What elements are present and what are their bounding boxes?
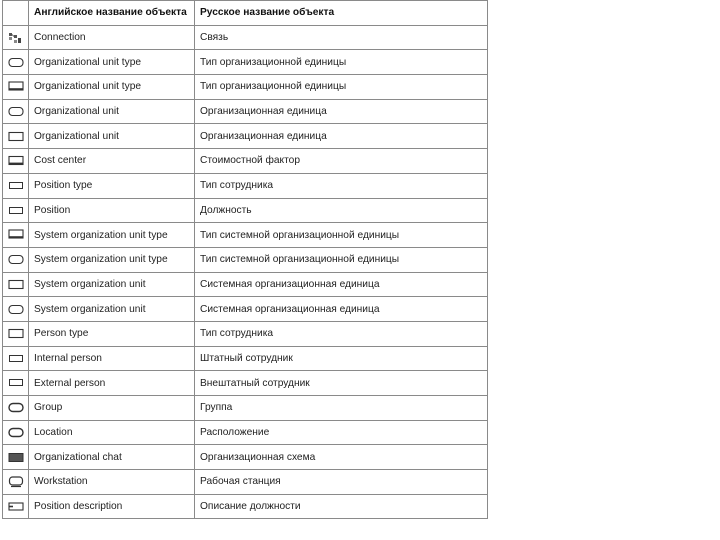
russian-name-cell: Описание должности: [195, 494, 488, 519]
english-name-cell: Organizational unit type: [29, 75, 195, 100]
header-russian-name: Русское название объекта: [195, 1, 488, 26]
english-name-cell: System organization unit type: [29, 223, 195, 248]
english-name-cell: Connection: [29, 25, 195, 50]
rect-icon: [8, 279, 24, 290]
english-name-cell: Position: [29, 198, 195, 223]
small-rect-icon: [8, 206, 24, 215]
monitor-icon: [8, 476, 24, 488]
english-name-cell: System organization unit: [29, 297, 195, 322]
english-name-cell: Workstation: [29, 470, 195, 495]
rect-bar-icon: [8, 155, 24, 166]
table-row: [3, 396, 488, 421]
table-header-row: [3, 1, 488, 26]
english-name-cell: Position description: [29, 494, 195, 519]
row-icon-cell: [3, 371, 29, 396]
english-name-cell: Organizational unit: [29, 124, 195, 149]
table-row: [3, 173, 488, 198]
english-name-cell: External person: [29, 371, 195, 396]
row-icon-cell: [3, 124, 29, 149]
table-row: [3, 346, 488, 371]
russian-name-cell: Системная организационная единица: [195, 297, 488, 322]
rect-shadow-icon: [8, 229, 24, 240]
oval-icon: [8, 402, 24, 413]
row-icon-cell: [3, 198, 29, 223]
russian-name-cell: Расположение: [195, 420, 488, 445]
russian-name-cell: Должность: [195, 198, 488, 223]
rect-icon: [8, 131, 24, 142]
english-name-cell: Internal person: [29, 346, 195, 371]
russian-name-cell: Штатный сотрудник: [195, 346, 488, 371]
row-icon-cell: [3, 346, 29, 371]
table-row: [3, 75, 488, 100]
row-icon-cell: [3, 223, 29, 248]
table-row: [3, 149, 488, 174]
filled-rect-icon: [8, 452, 24, 463]
row-icon-cell: [3, 470, 29, 495]
russian-name-cell: Тип системной организационной единицы: [195, 223, 488, 248]
row-icon-cell: [3, 321, 29, 346]
row-icon-cell: [3, 50, 29, 75]
row-icon-cell: [3, 99, 29, 124]
table-row: [3, 297, 488, 322]
rect-icon: [8, 328, 24, 339]
russian-name-cell: Тип организационной единицы: [195, 75, 488, 100]
row-icon-cell: [3, 494, 29, 519]
row-icon-cell: [3, 297, 29, 322]
table-row: [3, 371, 488, 396]
table-row: [3, 494, 488, 519]
table-row: [3, 272, 488, 297]
header-icon: [3, 1, 29, 26]
table-row: [3, 50, 488, 75]
russian-name-cell: Тип сотрудника: [195, 173, 488, 198]
english-name-cell: Organizational chat: [29, 445, 195, 470]
english-name-cell: Person type: [29, 321, 195, 346]
table-row: [3, 124, 488, 149]
russian-name-cell: Внештатный сотрудник: [195, 371, 488, 396]
row-icon-cell: [3, 396, 29, 421]
object-names-table: [2, 0, 488, 519]
russian-name-cell: Системная организационная единица: [195, 272, 488, 297]
russian-name-cell: Тип сотрудника: [195, 321, 488, 346]
small-rect-icon: [8, 354, 24, 363]
table-row: [3, 25, 488, 50]
english-name-cell: Organizational unit: [29, 99, 195, 124]
russian-name-cell: Рабочая станция: [195, 470, 488, 495]
row-icon-cell: [3, 272, 29, 297]
english-name-cell: Location: [29, 420, 195, 445]
russian-name-cell: Стоимостной фактор: [195, 149, 488, 174]
row-icon-cell: [3, 25, 29, 50]
english-name-cell: Organizational unit type: [29, 50, 195, 75]
table-row: [3, 247, 488, 272]
header-english-name: Английское название объекта: [29, 1, 195, 26]
russian-name-cell: Организационная единица: [195, 99, 488, 124]
oval-icon: [8, 427, 24, 438]
small-rect-icon: [8, 378, 24, 387]
russian-name-cell: Тип системной организационной единицы: [195, 247, 488, 272]
russian-name-cell: Связь: [195, 25, 488, 50]
english-name-cell: Cost center: [29, 149, 195, 174]
russian-name-cell: Организационная единица: [195, 124, 488, 149]
table-row: [3, 420, 488, 445]
english-name-cell: Group: [29, 396, 195, 421]
rect-shadow-icon: [8, 81, 24, 92]
table-row: [3, 223, 488, 248]
russian-name-cell: Тип организационной единицы: [195, 50, 488, 75]
connection-icon: [8, 32, 22, 44]
table-row: [3, 321, 488, 346]
russian-name-cell: Группа: [195, 396, 488, 421]
english-name-cell: Position type: [29, 173, 195, 198]
small-rect-icon: [8, 181, 24, 190]
row-icon-cell: [3, 445, 29, 470]
rounded-rect-icon: [8, 254, 24, 265]
russian-name-cell: Организационная схема: [195, 445, 488, 470]
table-row: [3, 445, 488, 470]
row-icon-cell: [3, 75, 29, 100]
table-row: [3, 99, 488, 124]
rounded-rect-icon: [8, 106, 24, 117]
row-icon-cell: [3, 247, 29, 272]
rounded-rect-icon: [8, 57, 24, 68]
english-name-cell: System organization unit type: [29, 247, 195, 272]
table-row: [3, 198, 488, 223]
row-icon-cell: [3, 173, 29, 198]
rounded-rect-icon: [8, 304, 24, 315]
english-name-cell: System organization unit: [29, 272, 195, 297]
document-icon: [8, 501, 24, 512]
row-icon-cell: [3, 149, 29, 174]
table-row: [3, 470, 488, 495]
row-icon-cell: [3, 420, 29, 445]
